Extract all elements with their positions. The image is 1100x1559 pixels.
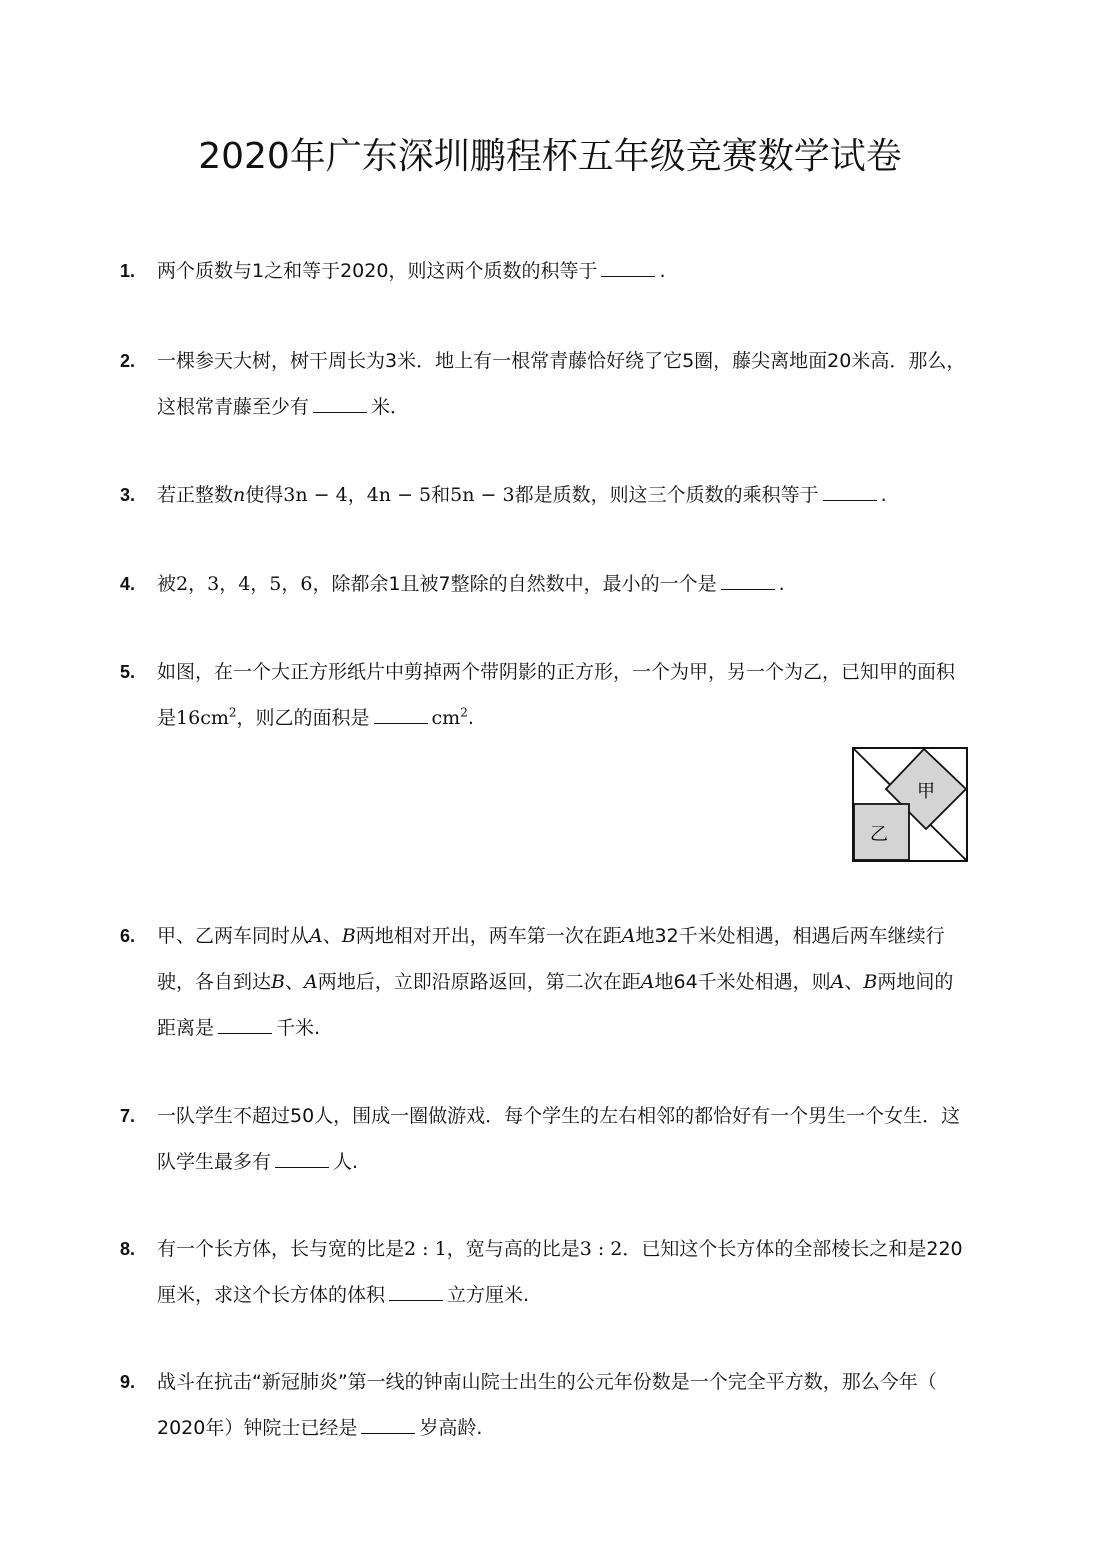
question-text: ，宽与高的比是 (446, 1238, 580, 1260)
question-8 (120, 1226, 990, 1318)
question-text: 地32千米处相遇，相遇后两车继续行 (635, 925, 945, 947)
math-expr-2: 4n − 5 (366, 484, 432, 506)
question-unit: 米． (371, 396, 410, 418)
question-text: 驶，各自到达 (157, 971, 272, 993)
question-text: 若正整数 (157, 484, 234, 506)
question-text: ， (347, 484, 367, 506)
point-b: B (863, 971, 878, 993)
question-text: 是 (157, 707, 177, 729)
question-text: 甲、乙两车同时从 (157, 925, 310, 947)
answer-blank[interactable] (374, 707, 428, 724)
question-6 (120, 913, 990, 1051)
question-unit: 立方厘米. (447, 1284, 530, 1306)
question-text-line1: 一棵参天大树，树干周长为3米．地上有一根常青藤恰好绕了它5圈，藤尖离地面20米高．那么， (157, 350, 966, 372)
question-unit: 人. (333, 1151, 359, 1173)
question-text: ．已知这个长方体的全部棱长之和是220 (622, 1238, 963, 1260)
ratio-1: 2 : 1 (404, 1238, 447, 1260)
label-yi: 乙 (870, 824, 888, 845)
question-text-end: . (659, 260, 666, 282)
unit: cm (431, 707, 461, 729)
point-a: A (304, 971, 318, 993)
unit-exponent: 2 (460, 705, 468, 720)
point-a: A (640, 971, 655, 993)
math-expr-3: 5n − 3 (450, 484, 515, 506)
question-text: 两地间的 (877, 971, 954, 993)
question-number: 7. (120, 1106, 136, 1126)
question-number: 5. (120, 662, 136, 682)
question-text: 两个质数与1之和等于2020，则这两个质数的积等于 (157, 260, 598, 282)
page-title: 2020年广东深圳鹏程杯五年级竞赛数学试卷 (198, 136, 902, 177)
question-5 (120, 649, 990, 741)
question-number: 9. (120, 1372, 136, 1392)
question-text-line1: 如图，在一个大正方形纸片中剪掉两个带阴影的正方形，一个为甲，另一个为乙，已知甲的面积 (157, 661, 956, 683)
point-a: A (621, 925, 636, 947)
question-text-line1: 战斗在抗击“新冠肺炎”第一线的钟南山院士出生的公元年份数是一个完全平方数，那么今年（ (157, 1371, 937, 1393)
math-list: 2，3，4，5，6 (176, 573, 313, 595)
area-value: 16cm (176, 707, 229, 729)
question-text: ，除都余1且被7整除的自然数中，最小的一个是 (312, 573, 717, 595)
question-unit: 岁高龄. (419, 1417, 483, 1439)
square-figure (850, 745, 970, 863)
question-text: 有一个长方体，长与宽的比是 (157, 1238, 405, 1260)
separator: 、 (284, 971, 304, 993)
question-number: 8. (120, 1239, 136, 1259)
question-number: 3. (120, 485, 136, 505)
question-number: 1. (120, 261, 136, 281)
answer-blank[interactable] (218, 1017, 272, 1034)
answer-blank[interactable] (721, 573, 775, 590)
question-text-line2: 这根常青藤至少有 (157, 396, 310, 418)
area-exponent: 2 (228, 705, 237, 720)
question-text: 厘米，求这个长方体的体积 (157, 1284, 386, 1306)
question-text: 距离是 (157, 1017, 215, 1039)
separator: 、 (844, 971, 864, 993)
answer-blank[interactable] (389, 1284, 443, 1301)
question-unit: 千米. (276, 1017, 321, 1039)
question-text: 两地相对开出，两车第一次在距 (355, 925, 622, 947)
question-4 (120, 561, 990, 607)
answer-blank[interactable] (823, 484, 877, 501)
question-text: ，则乙的面积是 (236, 707, 370, 729)
question-7 (120, 1093, 990, 1185)
question-3 (120, 472, 990, 518)
question-text: 使得 (245, 484, 284, 506)
question-text-end: . (880, 484, 887, 506)
math-expr-1: 3n − 4 (283, 484, 348, 506)
point-a: A (309, 925, 323, 947)
separator: 、 (322, 925, 342, 947)
point-a: A (830, 971, 845, 993)
answer-blank[interactable] (275, 1151, 329, 1168)
question-1 (120, 248, 990, 294)
question-text: 2020年）钟院士已经是 (157, 1417, 358, 1439)
question-text-end: . (778, 573, 785, 595)
question-text: 地64千米处相遇，则 (654, 971, 831, 993)
question-text-end: . (467, 707, 474, 729)
point-b: B (341, 925, 356, 947)
question-text: 队学生最多有 (157, 1151, 272, 1173)
question-number: 4. (120, 574, 136, 594)
math-var-n: n (233, 484, 246, 506)
question-text: 都是质数，则这三个质数的乘积等于 (514, 484, 819, 506)
ratio-2: 3 : 2 (579, 1238, 623, 1260)
question-text-line1: 一队学生不超过50人，围成一圈做游戏．每个学生的左右相邻的都恰好有一个男生一个女生．这 (157, 1105, 961, 1127)
question-text: 和 (431, 484, 451, 506)
answer-blank[interactable] (601, 260, 655, 277)
question-text: 两地后，立即沿原路返回，第二次在距 (317, 971, 641, 993)
label-jia: 甲 (917, 781, 935, 802)
point-b: B (271, 971, 285, 993)
question-text: 被 (157, 573, 177, 595)
answer-blank[interactable] (313, 396, 367, 413)
question-2 (120, 338, 990, 430)
answer-blank[interactable] (361, 1417, 415, 1434)
question-number: 6. (120, 926, 136, 946)
question-9 (120, 1359, 990, 1451)
question-number: 2. (120, 351, 136, 371)
